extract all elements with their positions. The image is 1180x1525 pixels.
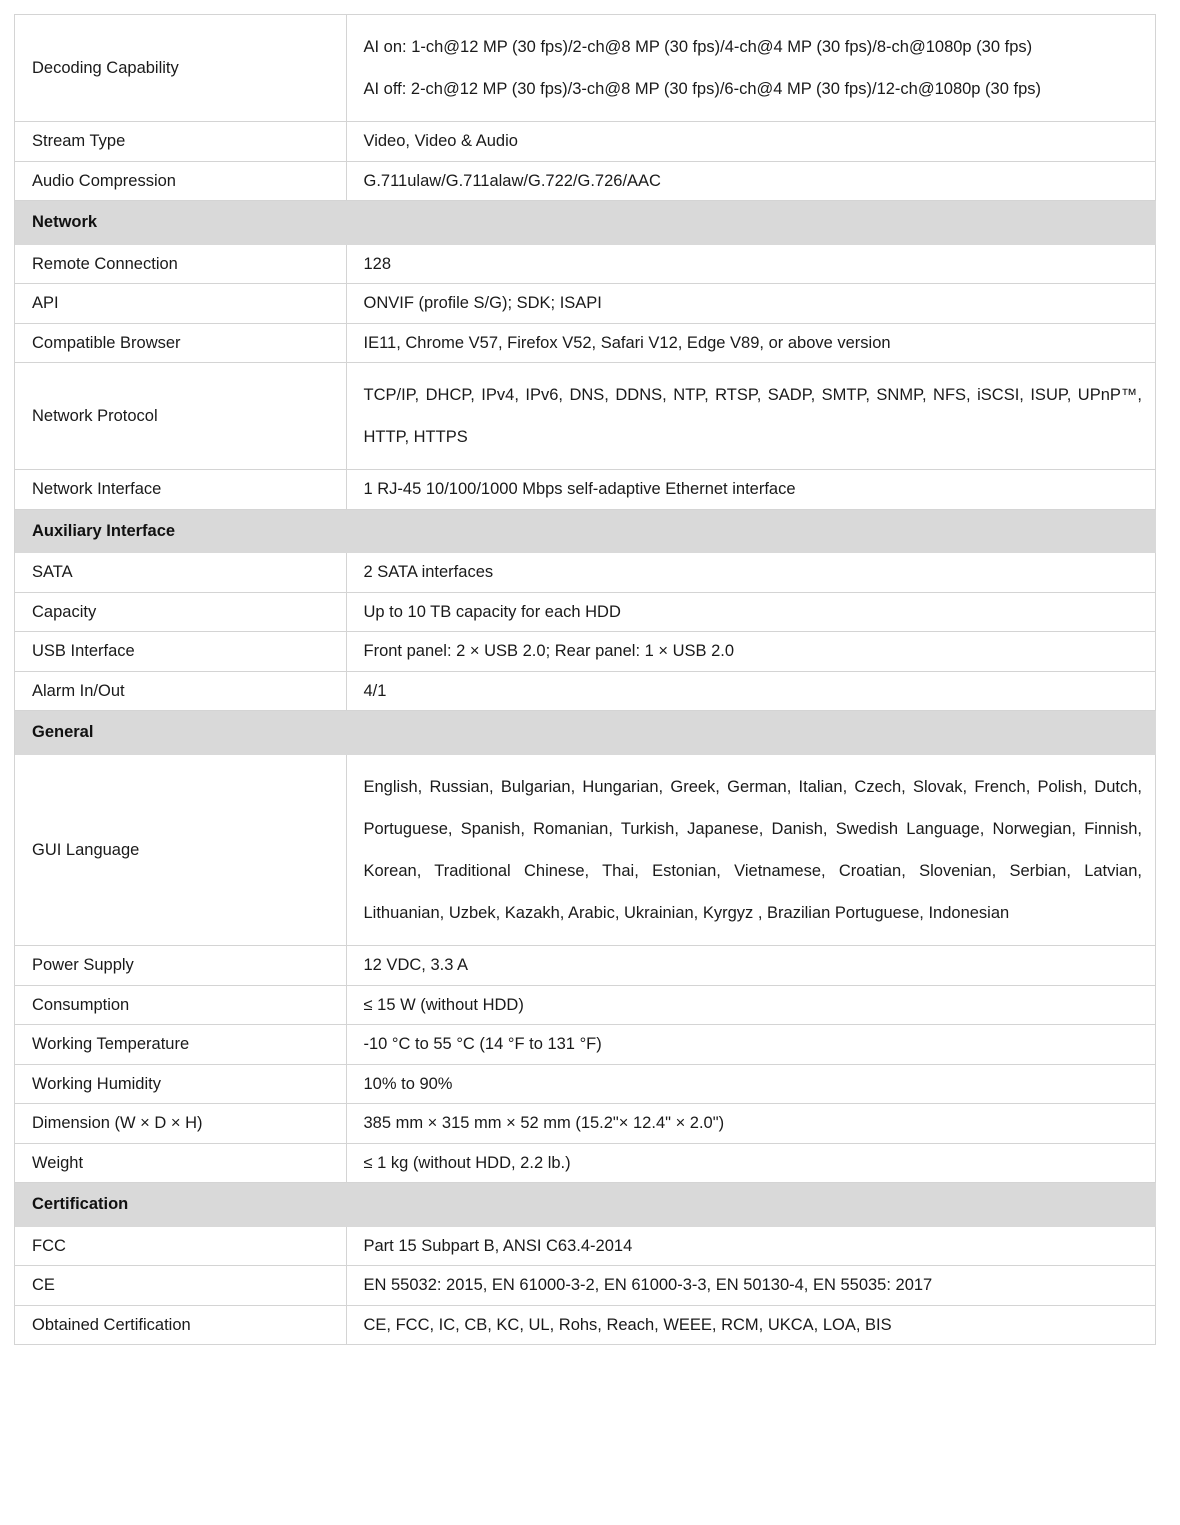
section-header-row bbox=[15, 711, 1156, 755]
spec-value bbox=[346, 470, 1156, 510]
spec-label: Obtained Certification bbox=[15, 1305, 346, 1345]
spec-value-text: 385 mm × 315 mm × 52 mm (15.2"× 12.4" × 2.0") bbox=[363, 1114, 725, 1132]
spec-value-text: English, Russian, Bulgarian, Hungarian, Greek, German, Italian, Czech, Slovak, French, Polish, Dutch, Portuguese, Spanish, Romanian, Turkish, Japanese, Danish, Swedish Language, Norwegian, Finnish, Korean, Traditional Chinese, Thai, Estonian, Vietnamese, Croatian, Slovenian, Serbian, Latvian, Lithuanian, Uzbek, Kazakh, Arabic, Ukrainian, Kyrgyz , Brazilian Portuguese, Indonesian bbox=[363, 777, 1142, 922]
spec-row bbox=[15, 323, 1156, 363]
spec-value-text: ONVIF (profile S/G); SDK; ISAPI bbox=[363, 294, 602, 313]
spec-value bbox=[346, 323, 1156, 363]
spec-label: Consumption bbox=[15, 985, 346, 1025]
spec-row bbox=[15, 1226, 1156, 1266]
spec-row bbox=[15, 470, 1156, 510]
spec-value-text: 128 bbox=[363, 254, 392, 273]
spec-row bbox=[15, 1064, 1156, 1104]
specification-table bbox=[15, 15, 1156, 1345]
spec-value bbox=[346, 1064, 1156, 1104]
spec-value bbox=[346, 1266, 1156, 1306]
spec-value bbox=[346, 632, 1156, 672]
spec-label: Power Supply bbox=[15, 946, 346, 986]
spec-row bbox=[15, 1104, 1156, 1144]
spec-label: API bbox=[15, 284, 346, 324]
section-header-row bbox=[15, 201, 1156, 245]
spec-value-text: 2 SATA interfaces bbox=[363, 563, 494, 582]
spec-label: Dimension (W × D × H) bbox=[15, 1104, 346, 1144]
spec-row bbox=[15, 284, 1156, 324]
spec-label: GUI Language bbox=[15, 754, 346, 945]
spec-value-text: ≤ 15 W (without HDD) bbox=[363, 995, 524, 1014]
spec-value bbox=[346, 1143, 1156, 1183]
section-header-row bbox=[15, 509, 1156, 553]
spec-value bbox=[346, 1305, 1156, 1345]
spec-label: Working Temperature bbox=[15, 1025, 346, 1065]
spec-value-line: AI on: 1-ch@12 MP (30 fps)/2-ch@8 MP (30 fps)/4-ch@4 MP (30 fps)/8-ch@1080p (30 fps) bbox=[363, 38, 1033, 56]
spec-value bbox=[346, 592, 1156, 632]
spec-label: SATA bbox=[15, 553, 346, 593]
spec-label: Remote Connection bbox=[15, 244, 346, 284]
spec-value-text: 10% to 90% bbox=[363, 1074, 453, 1093]
spec-value-text: Part 15 Subpart B, ANSI C63.4-2014 bbox=[363, 1236, 633, 1255]
spec-row bbox=[15, 1266, 1156, 1306]
spec-value-text: IE11, Chrome V57, Firefox V52, Safari V12, Edge V89, or above version bbox=[363, 333, 891, 352]
spec-value bbox=[346, 553, 1156, 593]
spec-value bbox=[346, 284, 1156, 324]
section-header-label: Certification bbox=[15, 1183, 1156, 1227]
spec-label: FCC bbox=[15, 1226, 346, 1266]
spec-row bbox=[15, 363, 1156, 470]
spec-label: Audio Compression bbox=[15, 161, 346, 201]
spec-label: CE bbox=[15, 1266, 346, 1306]
spec-label: Decoding Capability bbox=[15, 15, 346, 122]
spec-value-line: AI off: 2-ch@12 MP (30 fps)/3-ch@8 MP (30 fps)/6-ch@4 MP (30 fps)/12-ch@1080p (30 fps) bbox=[363, 80, 1041, 99]
spec-row bbox=[15, 671, 1156, 711]
spec-value bbox=[346, 15, 1156, 122]
spec-value bbox=[346, 244, 1156, 284]
spec-label: USB Interface bbox=[15, 632, 346, 672]
spec-label: Weight bbox=[15, 1143, 346, 1183]
spec-row bbox=[15, 632, 1156, 672]
spec-row bbox=[15, 1305, 1156, 1345]
spec-value bbox=[346, 122, 1156, 162]
spec-row bbox=[15, 1143, 1156, 1183]
spec-row bbox=[15, 754, 1156, 945]
spec-value bbox=[346, 1025, 1156, 1065]
spec-row bbox=[15, 553, 1156, 593]
spec-value bbox=[346, 161, 1156, 201]
spec-value-text: TCP/IP, DHCP, IPv4, IPv6, DNS, DDNS, NTP, RTSP, SADP, SMTP, SNMP, NFS, iSCSI, ISUP, UPnP™, HTTP, HTTPS bbox=[363, 386, 1142, 447]
spec-label: Network Interface bbox=[15, 470, 346, 510]
spec-label: Working Humidity bbox=[15, 1064, 346, 1104]
section-header-row bbox=[15, 1183, 1156, 1227]
section-header-label: Network bbox=[15, 201, 1156, 245]
spec-row bbox=[15, 244, 1156, 284]
spec-value bbox=[346, 1104, 1156, 1144]
spec-value-text: 12 VDC, 3.3 A bbox=[363, 956, 469, 974]
spec-value bbox=[346, 363, 1156, 470]
spec-value-text: 4/1 bbox=[363, 681, 387, 700]
spec-row bbox=[15, 946, 1156, 986]
spec-value bbox=[346, 985, 1156, 1025]
spec-value bbox=[346, 946, 1156, 986]
spec-label: Alarm In/Out bbox=[15, 671, 346, 711]
spec-value-text: Front panel: 2 × USB 2.0; Rear panel: 1 × USB 2.0 bbox=[363, 642, 735, 661]
spec-value-text: G.711ulaw/G.711alaw/G.722/G.726/AAC bbox=[363, 171, 661, 190]
spec-value bbox=[346, 754, 1156, 945]
spec-value bbox=[346, 1226, 1156, 1266]
spec-value-text: 1 RJ-45 10/100/1000 Mbps self-adaptive Ethernet interface bbox=[363, 480, 796, 499]
spec-row bbox=[15, 592, 1156, 632]
spec-row bbox=[15, 15, 1156, 122]
spec-row bbox=[15, 985, 1156, 1025]
spec-label: Network Protocol bbox=[15, 363, 346, 470]
spec-value-text: Video, Video & Audio bbox=[363, 132, 518, 151]
specification-sheet bbox=[14, 14, 1156, 1345]
spec-value-text: -10 °C to 55 °C (14 °F to 131 °F) bbox=[363, 1035, 602, 1053]
spec-row bbox=[15, 122, 1156, 162]
spec-value-text: ≤ 1 kg (without HDD, 2.2 lb.) bbox=[363, 1153, 571, 1172]
spec-label: Capacity bbox=[15, 592, 346, 632]
spec-value-text: CE, FCC, IC, CB, KC, UL, Rohs, Reach, WEEE, RCM, UKCA, LOA, BIS bbox=[363, 1315, 892, 1334]
spec-row bbox=[15, 161, 1156, 201]
spec-value bbox=[346, 671, 1156, 711]
spec-label: Compatible Browser bbox=[15, 323, 346, 363]
specification-table-body bbox=[15, 15, 1156, 1345]
spec-row bbox=[15, 1025, 1156, 1065]
spec-label: Stream Type bbox=[15, 122, 346, 162]
section-header-label: General bbox=[15, 711, 1156, 755]
spec-value-text: Up to 10 TB capacity for each HDD bbox=[363, 602, 621, 621]
spec-value-text: EN 55032: 2015, EN 61000-3-2, EN 61000-3-3, EN 50130-4, EN 55035: 2017 bbox=[363, 1276, 933, 1294]
section-header-label: Auxiliary Interface bbox=[15, 509, 1156, 553]
